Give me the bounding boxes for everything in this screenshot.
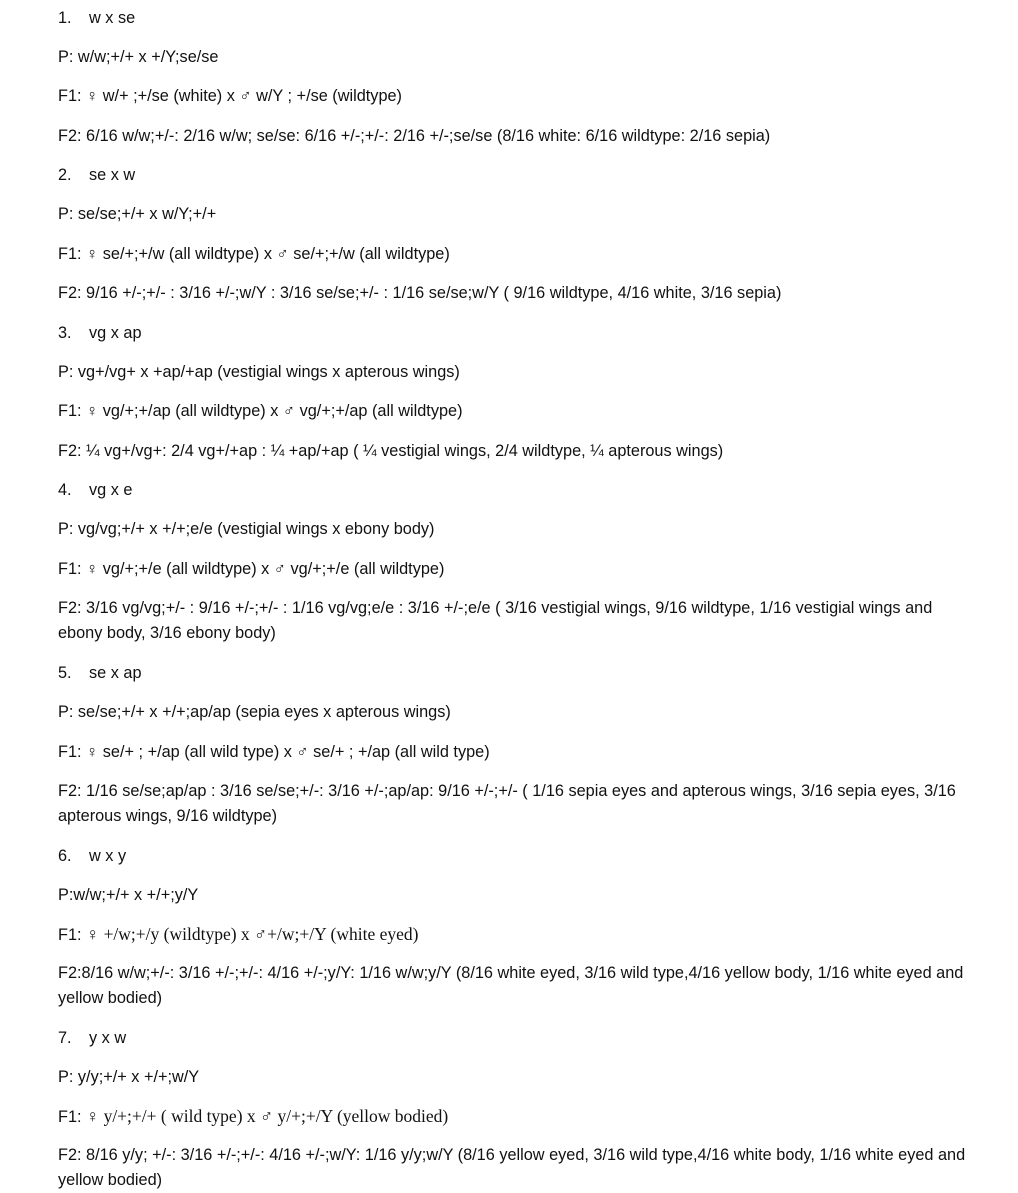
problem-1-parental-line: P: w/w;+/+ x +/Y;se/se bbox=[58, 48, 219, 66]
problem-6-parental-line: P:w/w;+/+ x +/+;y/Y bbox=[58, 886, 199, 904]
problem-1-heading: 1. w x se bbox=[58, 9, 136, 27]
problem-3-f2-line: F2: ¼ vg+/vg+: 2/4 vg+/+ap : ¼ +ap/+ap ( ¼ vestigial wings, 2/4 wildtype, ¼ apterous wings) bbox=[58, 442, 724, 460]
problem-7-heading: 7. y x w bbox=[58, 1029, 127, 1047]
problem-4-f2-line: F2: 3/16 vg/vg;+/- : 9/16 +/-;+/- : 1/16 vg/vg;e/e : 3/16 +/-;e/e ( 3/16 vestigial wings, 9/16 wildtype, 1/16 vestigial wings and ebony body, 3/16 ebony body) bbox=[58, 599, 933, 642]
problem-4-heading: 4. vg x e bbox=[58, 481, 133, 499]
problem-2-f2-line: F2: 9/16 +/-;+/- : 3/16 +/-;w/Y : 3/16 se/se;+/- : 1/16 se/se;w/Y ( 9/16 wildtype, 4/16 white, 3/16 sepia) bbox=[58, 284, 782, 302]
problem-7-f1-line: F1: ♀ y/+;+/+ ( wild type) x ♂ y/+;+/Y (yellow bodied) bbox=[58, 1106, 449, 1126]
problem-7-parental-line: P: y/y;+/+ x +/+;w/Y bbox=[58, 1068, 200, 1086]
problem-5-parental-line: P: se/se;+/+ x +/+;ap/ap (sepia eyes x apterous wings) bbox=[58, 703, 451, 721]
problem-3-f1-line: F1: ♀ vg/+;+/ap (all wildtype) x ♂ vg/+;+/ap (all wildtype) bbox=[58, 402, 463, 420]
problem-6-f2-line: F2:8/16 w/w;+/-: 3/16 +/-;+/-: 4/16 +/-;y/Y: 1/16 w/w;y/Y (8/16 white eyed, 3/16 wild type,4/16 yellow body, 1/16 white eyed and yellow bodied) bbox=[58, 964, 964, 1007]
problem-1-f1-line: F1: ♀ w/+ ;+/se (white) x ♂ w/Y ; +/se (wildtype) bbox=[58, 87, 402, 105]
problem-5-f1-line: F1: ♀ se/+ ; +/ap (all wild type) x ♂ se/+ ; +/ap (all wild type) bbox=[58, 743, 490, 761]
problem-4-f1-line: F1: ♀ vg/+;+/e (all wildtype) x ♂ vg/+;+/e (all wildtype) bbox=[58, 560, 445, 578]
problem-1-f2-line: F2: 6/16 w/w;+/-: 2/16 w/w; se/se: 6/16 +/-;+/-: 2/16 +/-;se/se (8/16 white: 6/16 wildtype: 2/16 sepia) bbox=[58, 127, 771, 145]
problem-3-heading: 3. vg x ap bbox=[58, 324, 142, 342]
problem-3-parental-line: P: vg+/vg+ x +ap/+ap (vestigial wings x apterous wings) bbox=[58, 363, 460, 381]
problem-2-heading: 2. se x w bbox=[58, 166, 136, 184]
problem-6-f1-line: F1: ♀ +/w;+/y (wildtype) x ♂+/w;+/Y (white eyed) bbox=[58, 924, 419, 944]
problem-2-parental-line: P: se/se;+/+ x w/Y;+/+ bbox=[58, 205, 217, 223]
problem-7-f2-line: F2: 8/16 y/y; +/-: 3/16 +/-;+/-: 4/16 +/-;w/Y: 1/16 y/y;w/Y (8/16 yellow eyed, 3/16 wild type,4/16 white body, 1/16 white eyed and yellow bodied) bbox=[58, 1146, 966, 1189]
problem-6-heading: 6. w x y bbox=[58, 847, 127, 865]
problem-2-f1-line: F1: ♀ se/+;+/w (all wildtype) x ♂ se/+;+/w (all wildtype) bbox=[58, 245, 450, 263]
problem-4-parental-line: P: vg/vg;+/+ x +/+;e/e (vestigial wings x ebony body) bbox=[58, 520, 435, 538]
problem-5-heading: 5. se x ap bbox=[58, 664, 142, 682]
problem-5-f2-line: F2: 1/16 se/se;ap/ap : 3/16 se/se;+/-: 3/16 +/-;ap/ap: 9/16 +/-;+/- ( 1/16 sepia eyes and apterous wings, 3/16 sepia eyes, 3/16 apterous wings, 9/16 wildtype) bbox=[58, 782, 956, 825]
